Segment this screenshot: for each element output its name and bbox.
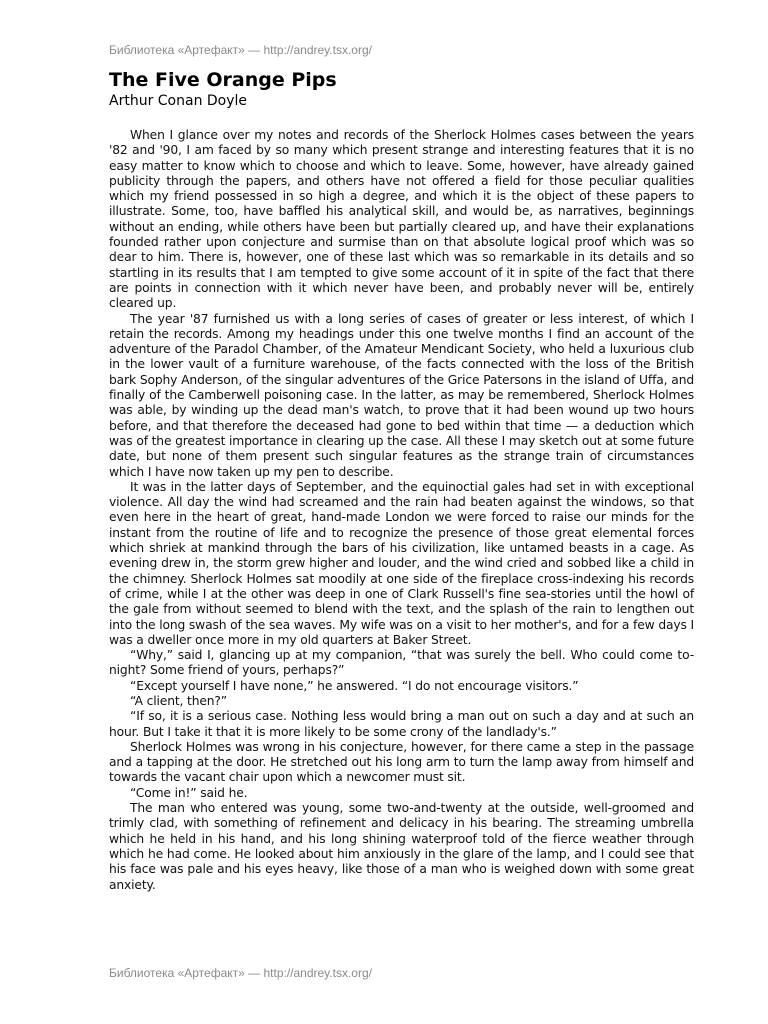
paragraph: Sherlock Holmes was wrong in his conjecture, however, for there came a step in the passage and a tapping at the door. He stretched out his long arm to turn the lamp away from himself and towards the vacant chair upon which a newcomer must sit. (109, 739, 694, 785)
paragraph: “A client, then?” (130, 693, 228, 708)
paragraph: When I glance over my notes and records of the Sherlock Holmes cases between the years '82 and '90, I am faced by so many which present strange and interesting features that it is no easy matter to know which to choose and which to leave. Some, however, have already gained publicity through the papers, and others have not offered a field for those peculiar qualities which my friend possessed in so high a degree, and which it is the object of these papers to illustrate. Some, too, have baffled his analytical skill, and would be, as narratives, beginnings without an ending, while others have been but partially cleared up, and have their explanations founded rather upon conjecture and surmise than on that absolute logical proof which was so dear to him. There is, however, one of these last which was so remarkable in its details and so startling in its results that I am tempted to give some account of it in spite of the fact that there are points in connection with it which never have been, and probably never will be, entirely cleared up. (109, 128, 694, 311)
paragraph: “Come in!” said he. (130, 785, 248, 800)
paragraph: “Except yourself I have none,” he answered. “I do not encourage visitors.” (130, 678, 579, 693)
paragraph: “If so, it is a serious case. Nothing less would bring a man out on such a day and at such an hour. But I take it that it is more likely to be some crony of the landlady's.” (109, 709, 694, 739)
story-body (109, 128, 694, 893)
running-header: Библиотека «Артефакт» — http://andrey.tsx.org/ (109, 43, 372, 57)
paragraph: It was in the latter days of September, and the equinoctial gales had set in with exceptional violence. All day the wind had screamed and the rain had beaten against the windows, so that even here in the heart of great, hand-made London we were forced to raise our minds for the instant from the routine of life and to recognize the presence of those great elemental forces which shriek at mankind through the bars of his civilization, like untamed beasts in a cage. As evening drew in, the storm grew higher and louder, and the wind cried and sobbed like a child in the chimney. Sherlock Holmes sat moodily at one side of the fireplace cross-indexing his records of crime, while I at the other was deep in one of Clark Russell's fine sea-stories until the howl of the gale from without seemed to blend with the text, and the splash of the rain to lengthen out into the long swash of the sea waves. My wife was on a visit to her mother's, and for a few days I was a dweller once more in my old quarters at Baker Street. (109, 479, 694, 647)
paragraph: The year '87 furnished us with a long series of cases of greater or less interest, of which I retain the records. Among my headings under this one twelve months I find an account of the adventure of the Paradol Chamber, of the Amateur Mendicant Society, who held a luxurious club in the lower vault of a furniture warehouse, of the facts connected with the loss of the British bark Sophy Anderson, of the singular adventures of the Grice Patersons in the island of Uffa, and finally of the Camberwell poisoning case. In the latter, as may be remembered, Sherlock Holmes was able, by winding up the dead man's watch, to prove that it had been wound up two hours before, and that therefore the deceased had gone to bed within that time — a deduction which was of the greatest importance in clearing up the case. All these I may sketch out at some future date, but none of them present such singular features as the strange train of circumstances which I have now taken up my pen to describe. (109, 311, 694, 479)
paragraph: “Why,” said I, glancing up at my companion, “that was surely the bell. Who could come to-night? Some friend of yours, perhaps?” (109, 648, 694, 678)
running-footer: Библиотека «Артефакт» — http://andrey.tsx.org/ (109, 966, 372, 980)
author-name: Arthur Conan Doyle (109, 93, 248, 109)
story-title: The Five Orange Pips (109, 69, 337, 91)
paragraph: The man who entered was young, some two-and-twenty at the outside, well-groomed and trimly clad, with something of refinement and delicacy in his bearing. The streaming umbrella which he held in his hand, and his long shining waterproof told of the fierce weather through which he had come. He looked about him anxiously in the glare of the lamp, and I could see that his face was pale and his eyes heavy, like those of a man who is weighed down with some great anxiety. (109, 801, 694, 892)
